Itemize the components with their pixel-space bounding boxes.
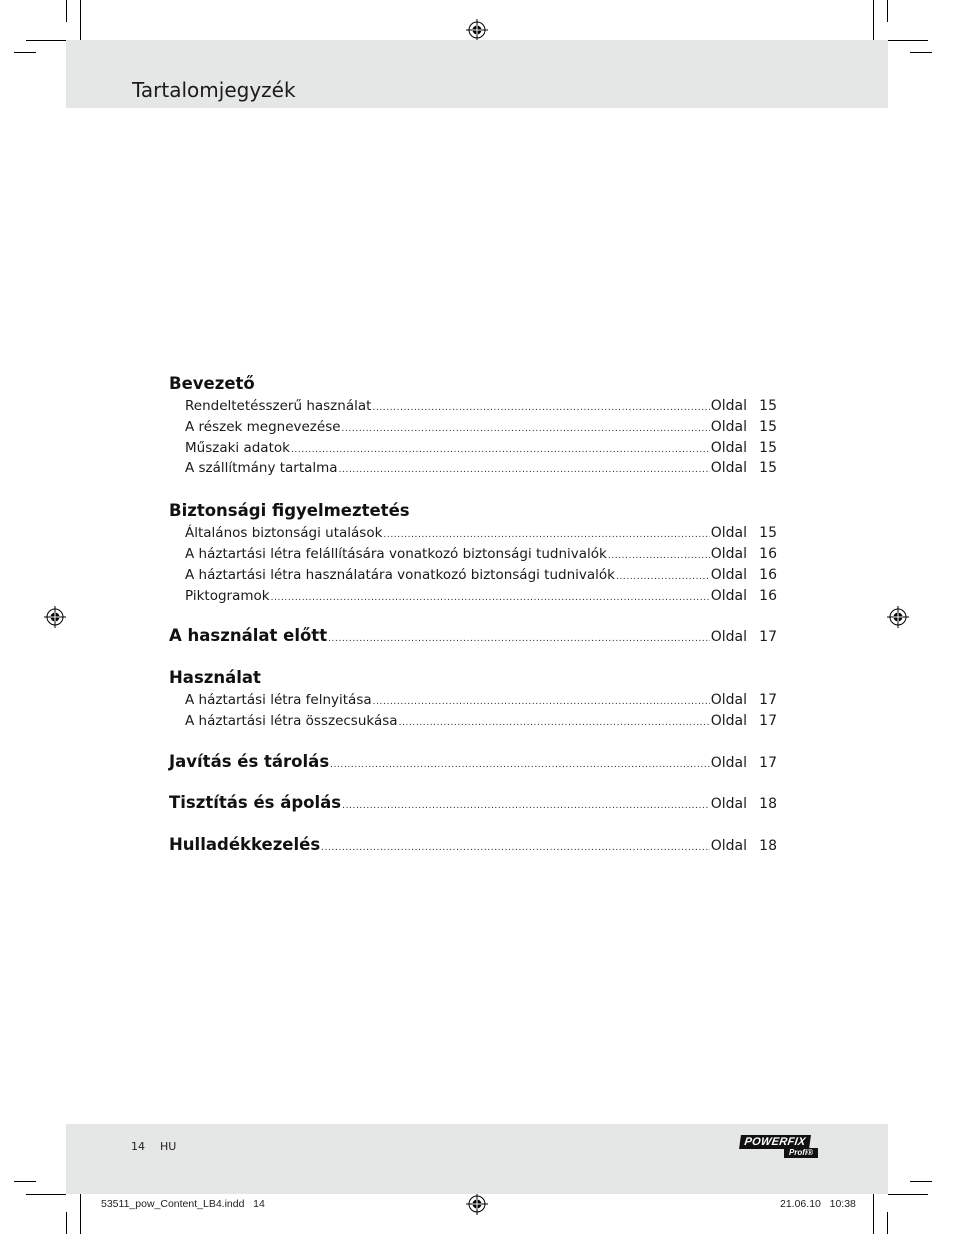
- toc-page-number: 16: [759, 545, 777, 562]
- toc-entry-label: A szállítmány tartalma: [185, 460, 338, 477]
- toc-entry-label: A háztartási létra összecsukása: [185, 713, 398, 730]
- brand-logo-name: POWERFIX: [739, 1135, 811, 1149]
- toc-entry-label: A háztartási létra felállítására vonatkozó biztonsági tudnivalók: [185, 545, 607, 562]
- toc-page-number: 16: [759, 587, 777, 604]
- dot-leader: [342, 794, 710, 818]
- print-slug-file: 53511_pow_Content_LB4.indd 14: [101, 1198, 265, 1210]
- dot-leader: [328, 627, 710, 651]
- registration-mark-icon: [887, 606, 909, 628]
- toc-page-number: 18: [759, 795, 777, 812]
- toc-entry[interactable]: [169, 438, 777, 459]
- toc-entry-label: Általános biztonsági utalások: [185, 525, 383, 542]
- dot-leader: [399, 713, 710, 734]
- toc-page-number: 17: [759, 692, 777, 709]
- toc-main-entry[interactable]: [169, 750, 777, 774]
- toc-page-number: 17: [759, 629, 777, 646]
- toc-page-number: 18: [759, 837, 777, 854]
- toc-entry[interactable]: [169, 586, 777, 607]
- toc-page-number: 15: [759, 398, 777, 414]
- toc-page-number: 16: [759, 566, 777, 583]
- toc-page-number: 15: [759, 460, 777, 477]
- toc-entry[interactable]: [169, 458, 777, 479]
- toc-page-number: 15: [759, 439, 777, 456]
- toc-main-entry[interactable]: [169, 833, 777, 857]
- toc-main-entry[interactable]: [169, 791, 777, 815]
- brand-logo-sub: Profi®: [784, 1148, 818, 1158]
- toc-entry-label: Piktogramok: [185, 587, 270, 604]
- toc-entry[interactable]: [169, 544, 777, 565]
- toc-section: [169, 499, 777, 606]
- footer-language: HU: [160, 1140, 177, 1153]
- toc-page-word: Oldal: [710, 525, 747, 542]
- dot-leader: [616, 567, 710, 588]
- toc-main-entry[interactable]: [169, 624, 777, 648]
- dot-leader: [321, 836, 710, 860]
- toc-section-heading: Hulladékkezelés: [169, 834, 321, 854]
- toc-page-word: Oldal: [710, 837, 747, 854]
- toc-entry[interactable]: [169, 711, 777, 732]
- crop-mark: [14, 1181, 36, 1182]
- brand-logo: [740, 1135, 818, 1159]
- toc-page-word: Oldal: [710, 629, 747, 646]
- dot-leader: [330, 753, 710, 777]
- dot-leader: [383, 525, 709, 546]
- toc-entry[interactable]: [169, 523, 777, 544]
- toc-page-number: 15: [759, 418, 777, 435]
- toc-entry[interactable]: [169, 396, 777, 417]
- dot-leader: [291, 440, 710, 461]
- dot-leader: [608, 546, 710, 567]
- toc-entry-label: A részek megnevezése: [185, 418, 341, 435]
- toc-entry-label: A háztartási létra használatára vonatkozó biztonsági tudnivalók: [185, 566, 615, 583]
- toc-page-word: Oldal: [710, 460, 747, 477]
- crop-mark: [887, 1212, 888, 1234]
- toc-section-heading: Bevezető: [169, 374, 255, 393]
- toc-entry-label: A háztartási létra felnyitása: [185, 692, 372, 709]
- toc-page-word: Oldal: [710, 713, 747, 730]
- toc-page-number: 17: [759, 713, 777, 730]
- crop-mark: [888, 1194, 928, 1195]
- toc-entry[interactable]: [169, 417, 777, 438]
- registration-mark-icon: [44, 606, 66, 628]
- toc-page-number: 15: [759, 525, 777, 542]
- crop-mark: [26, 1194, 66, 1195]
- toc-section-heading: Tisztítás és ápolás: [169, 792, 342, 812]
- crop-mark: [80, 0, 81, 40]
- toc-page-word: Oldal: [710, 566, 747, 583]
- crop-mark: [80, 1194, 81, 1234]
- toc-entry[interactable]: [169, 690, 777, 711]
- toc-section-heading: A használat előtt: [169, 626, 328, 646]
- crop-mark: [887, 0, 888, 22]
- crop-mark: [66, 1212, 67, 1234]
- crop-mark: [66, 0, 67, 22]
- registration-mark-icon: [466, 1193, 488, 1215]
- toc-page-word: Oldal: [710, 754, 747, 771]
- toc-page-word: Oldal: [710, 587, 747, 604]
- toc-entry[interactable]: [169, 565, 777, 586]
- toc-page-word: Oldal: [710, 795, 747, 812]
- toc-page-word: Oldal: [710, 692, 747, 709]
- dot-leader: [373, 692, 710, 713]
- registration-mark-icon: [466, 19, 488, 41]
- toc-section: [169, 666, 777, 732]
- toc-entry-label: Rendeltetésszerű használat: [185, 398, 372, 414]
- toc-page-word: Oldal: [710, 545, 747, 562]
- toc-page-number: 17: [759, 754, 777, 771]
- dot-leader: [342, 419, 710, 440]
- dot-leader: [271, 588, 710, 609]
- dot-leader: [372, 398, 709, 419]
- crop-mark: [910, 1181, 932, 1182]
- crop-mark: [910, 52, 932, 53]
- table-of-contents: [169, 372, 777, 857]
- crop-mark: [888, 40, 928, 41]
- print-slug-date: 21.06.10 10:38: [780, 1198, 856, 1210]
- crop-mark: [873, 1194, 874, 1234]
- toc-page-word: Oldal: [710, 398, 747, 414]
- toc-section-heading: Javítás és tárolás: [169, 751, 330, 771]
- dot-leader: [339, 460, 710, 481]
- toc-section: [169, 372, 777, 479]
- toc-entry-label: Műszaki adatok: [185, 439, 290, 456]
- crop-mark: [26, 40, 66, 41]
- toc-page-word: Oldal: [710, 439, 747, 456]
- toc-page-word: Oldal: [710, 418, 747, 435]
- toc-section-heading: Biztonsági figyelmeztetés: [169, 501, 410, 521]
- page-title: Tartalomjegyzék: [132, 78, 296, 102]
- footer-page-number: 14: [131, 1140, 145, 1153]
- toc-section-heading: Használat: [169, 668, 261, 688]
- crop-mark: [14, 52, 36, 53]
- crop-mark: [873, 0, 874, 40]
